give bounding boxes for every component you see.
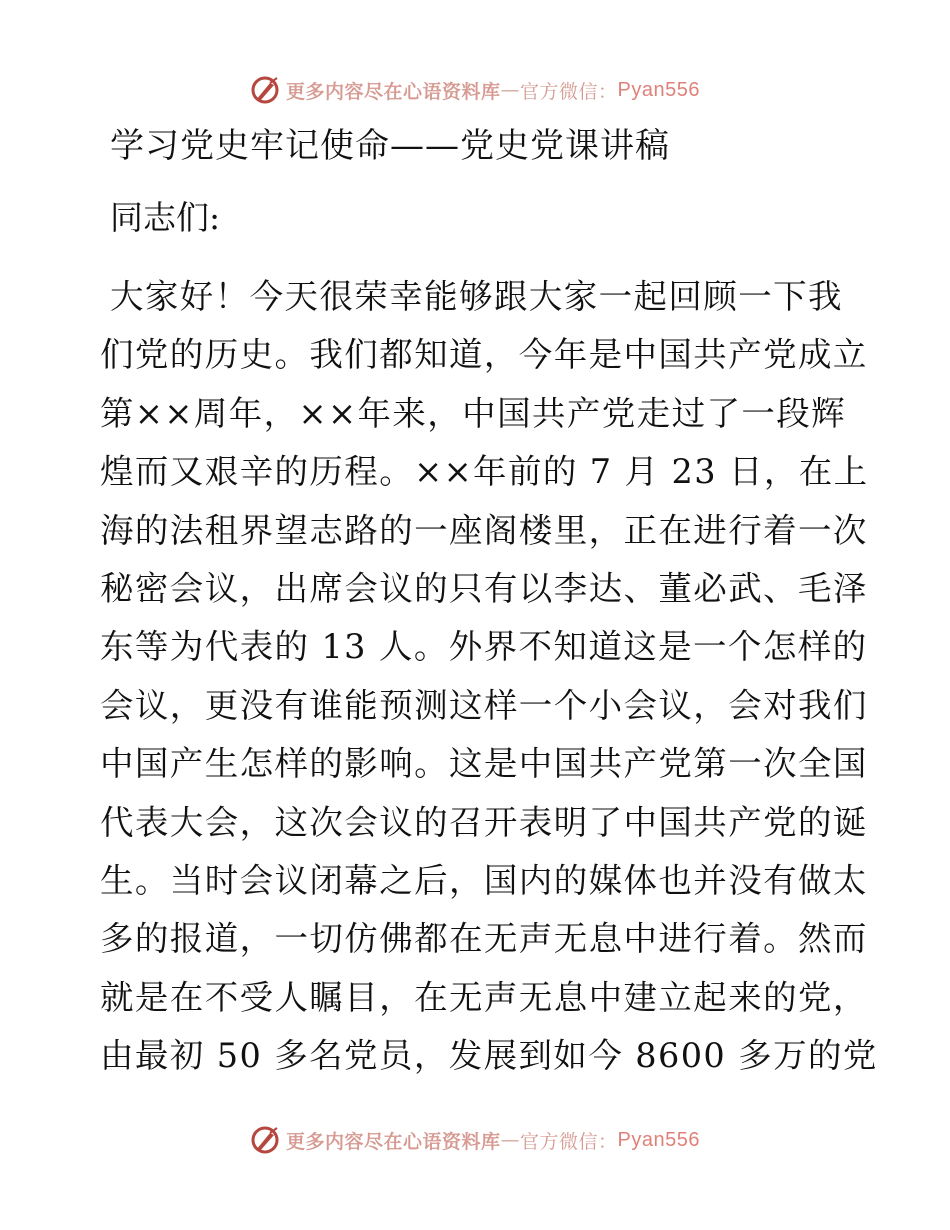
body-line: 煌而又艰辛的历程。××年前的 7 月 23 日，在上 [100,452,869,492]
watermark-separator: — [500,79,521,101]
footer-watermark [0,1120,950,1160]
body-line: 们党的历史。我们都知道，今年是中国共产党成立 [100,335,868,375]
body-line: 海的法租界望志路的一座阁楼里，正在进行着一次 [100,510,868,550]
body-line: 第××周年，××年来，中国共产党走过了一段辉 [100,393,847,433]
body-line: 大家好！今天很荣幸能够跟大家一起回顾一下我 [110,277,843,316]
watermark-official-label: 官方微信： [520,1130,618,1153]
body-line: 会议，更没有谁能预测这样一个小会议，会对我们 [100,685,868,725]
watermark-brand: 更多内容尽在心语资料库 [286,80,501,103]
watermark-brand: 更多内容尽在心语资料库 [286,1130,501,1153]
body-line: 就是在不受人瞩目，在无声无息中建立起来的党， [100,977,868,1017]
body-line: 中国产生怎样的影响。这是中国共产党第一次全国 [100,744,868,784]
watermark-wechat-id: Pyan556 [617,78,700,101]
body-line: 秘密会议，出席会议的只有以李达、董必武、毛泽 [100,568,868,608]
body-line: 代表大会，这次会议的召开表明了中国共产党的诞 [100,802,868,842]
body-line: 由最初 50 多名党员，发展到如今 8600 多万的党 [100,1036,878,1076]
body-line: 生。当时会议闭幕之后，国内的媒体也并没有做太 [100,860,868,900]
watermark-official-label: 官方微信： [520,80,618,103]
body-line: 东等为代表的 13 人。外界不知道这是一个怎样的 [100,627,868,667]
watermark-separator: — [500,1129,521,1151]
watermark-wechat-id: Pyan556 [617,1128,700,1151]
document-body [100,268,878,1085]
quill-pen-circle-icon [250,1125,280,1155]
document-salutation: 同志们: [110,198,221,237]
quill-pen-circle-icon [250,75,280,105]
document-title: 学习党史牢记使命——党史党课讲稿 [110,126,670,166]
header-watermark [0,70,950,110]
body-line: 多的报道，一切仿佛都在无声无息中进行着。然而 [100,919,868,959]
